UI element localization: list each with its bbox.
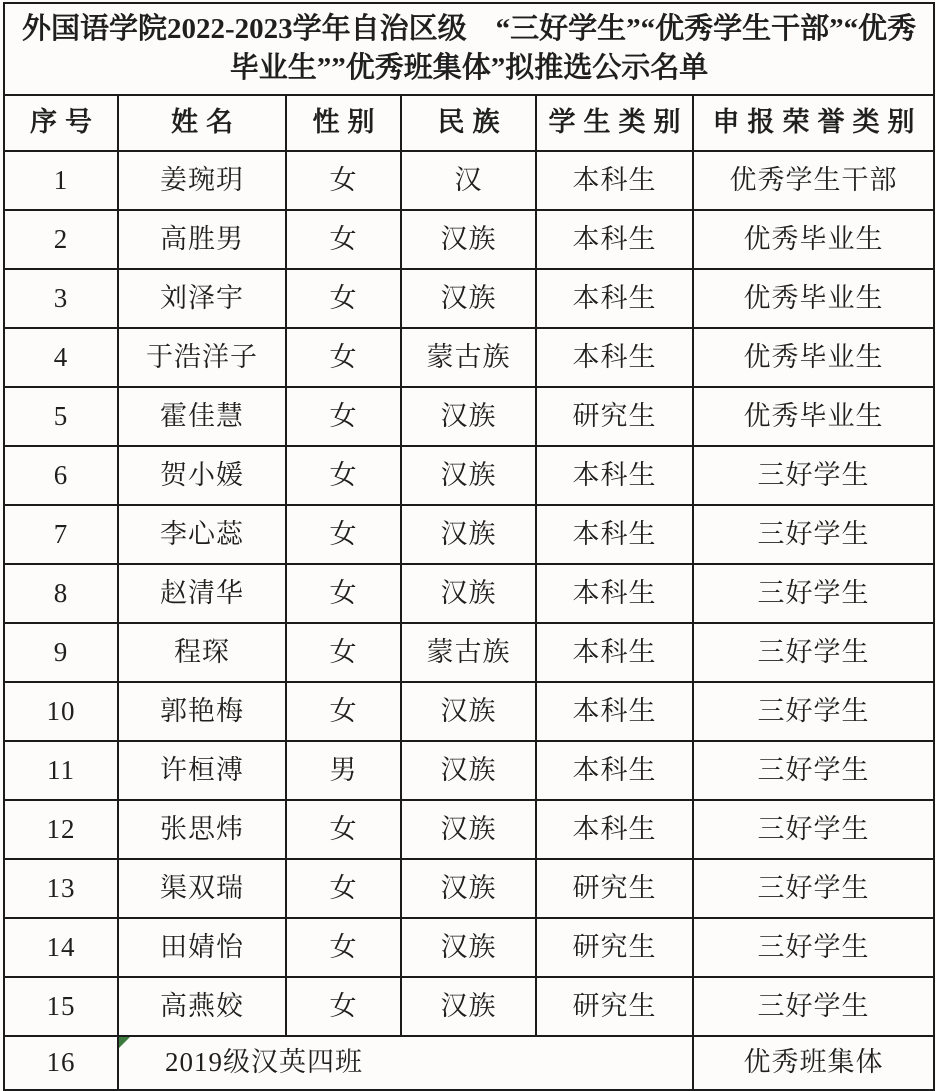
cell-student-type: 研究生: [536, 977, 693, 1036]
cell-no: 13: [4, 859, 118, 918]
table-row: [4, 623, 934, 682]
cell-no: 15: [4, 977, 118, 1036]
cell-name: 张思炜: [118, 800, 286, 859]
cell-name: 高胜男: [118, 210, 286, 269]
cell-student-type: 本科生: [536, 800, 693, 859]
table-row: [4, 859, 934, 918]
cell-no: 16: [4, 1036, 118, 1090]
table-body: [4, 151, 934, 1090]
cell-ethnicity: 蒙古族: [401, 623, 536, 682]
cell-name: 许桓溥: [118, 741, 286, 800]
cell-student-type: 本科生: [536, 623, 693, 682]
cell-ethnicity: 汉族: [401, 505, 536, 564]
cell-name: 贺小媛: [118, 446, 286, 505]
cell-no: 8: [4, 564, 118, 623]
cell-ethnicity: 汉族: [401, 918, 536, 977]
cell-honor-type: 三好学生: [693, 623, 934, 682]
cell-name: 李心蕊: [118, 505, 286, 564]
cell-ethnicity: 汉族: [401, 564, 536, 623]
cell-name: 霍佳慧: [118, 387, 286, 446]
cell-gender: 女: [286, 505, 401, 564]
header-cell-ethnicity: 民族: [401, 95, 536, 151]
cell-no: 9: [4, 623, 118, 682]
table-row: [4, 977, 934, 1036]
title-row: [4, 3, 934, 95]
cell-student-type: 本科生: [536, 564, 693, 623]
cell-name: 姜琬玥: [118, 151, 286, 210]
cell-name: 刘泽宇: [118, 269, 286, 328]
cell-gender: 女: [286, 682, 401, 741]
cell-student-type: 本科生: [536, 682, 693, 741]
table-row: [4, 446, 934, 505]
cell-no: 11: [4, 741, 118, 800]
table-row: [4, 151, 934, 210]
cell-gender: 女: [286, 387, 401, 446]
table-row: [4, 564, 934, 623]
cell-ethnicity: 汉族: [401, 269, 536, 328]
cell-no: 10: [4, 682, 118, 741]
cell-gender: 女: [286, 210, 401, 269]
cell-gender: 女: [286, 623, 401, 682]
cell-student-type: 本科生: [536, 446, 693, 505]
header-cell-name: 姓名: [118, 95, 286, 151]
cell-honor-type: 优秀毕业生: [693, 269, 934, 328]
table-row: [4, 328, 934, 387]
cell-ethnicity: 汉: [401, 151, 536, 210]
cell-no: 5: [4, 387, 118, 446]
cell-gender: 女: [286, 328, 401, 387]
cell-student-type: 研究生: [536, 387, 693, 446]
cell-student-type: 本科生: [536, 210, 693, 269]
page-title: 外国语学院2022-2023学年自治区级 “三好学生”“优秀学生干部”“优秀毕业生””优秀班集体”拟推选公示名单: [4, 3, 934, 95]
cell-honor-type: 三好学生: [693, 918, 934, 977]
cell-ethnicity: 汉族: [401, 387, 536, 446]
cell-honor-type: 优秀班集体: [693, 1036, 934, 1090]
cell-name: 田婧怡: [118, 918, 286, 977]
table-row: [4, 800, 934, 859]
cell-name: 高燕姣: [118, 977, 286, 1036]
cell-student-type: 本科生: [536, 269, 693, 328]
collective-row: [4, 1036, 934, 1090]
cell-gender: 女: [286, 977, 401, 1036]
cell-gender: 女: [286, 918, 401, 977]
class-name-text: 2019级汉英四班: [165, 1047, 363, 1078]
table-row: [4, 269, 934, 328]
cell-ethnicity: 汉族: [401, 977, 536, 1036]
cell-honor-type: 三好学生: [693, 800, 934, 859]
cell-honor-type: 优秀毕业生: [693, 210, 934, 269]
cell-ethnicity: 汉族: [401, 859, 536, 918]
cell-no: 6: [4, 446, 118, 505]
cell-ethnicity: 汉族: [401, 741, 536, 800]
header-cell-gender: 性别: [286, 95, 401, 151]
table-row: [4, 682, 934, 741]
cell-honor-type: 三好学生: [693, 505, 934, 564]
table-row: [4, 505, 934, 564]
cell-ethnicity: 蒙古族: [401, 328, 536, 387]
cell-name: 赵清华: [118, 564, 286, 623]
cell-ethnicity: 汉族: [401, 446, 536, 505]
cell-gender: 女: [286, 800, 401, 859]
header-cell-no: 序号: [4, 95, 118, 151]
cell-student-type: 本科生: [536, 505, 693, 564]
cell-honor-type: 三好学生: [693, 564, 934, 623]
cell-gender: 女: [286, 446, 401, 505]
cell-class-name: [118, 1036, 693, 1090]
cell-name: 程琛: [118, 623, 286, 682]
cell-gender: 女: [286, 151, 401, 210]
cell-honor-type: 三好学生: [693, 977, 934, 1036]
cell-corner-marker: [119, 1037, 130, 1048]
header-row: [4, 95, 934, 151]
cell-student-type: 研究生: [536, 918, 693, 977]
table-row: [4, 387, 934, 446]
cell-ethnicity: 汉族: [401, 800, 536, 859]
cell-no: 2: [4, 210, 118, 269]
cell-gender: 女: [286, 564, 401, 623]
table-row: [4, 741, 934, 800]
table-row: [4, 210, 934, 269]
header-cell-student-type: 学生类别: [536, 95, 693, 151]
table-row: [4, 918, 934, 977]
cell-honor-type: 优秀毕业生: [693, 387, 934, 446]
cell-no: 14: [4, 918, 118, 977]
cell-gender: 女: [286, 269, 401, 328]
header-cell-honor-type: 申报荣誉类别: [693, 95, 934, 151]
cell-no: 7: [4, 505, 118, 564]
cell-name: 渠双瑞: [118, 859, 286, 918]
cell-no: 3: [4, 269, 118, 328]
cell-student-type: 研究生: [536, 859, 693, 918]
cell-no: 1: [4, 151, 118, 210]
cell-student-type: 本科生: [536, 328, 693, 387]
cell-honor-type: 三好学生: [693, 859, 934, 918]
cell-ethnicity: 汉族: [401, 210, 536, 269]
cell-student-type: 本科生: [536, 151, 693, 210]
cell-no: 12: [4, 800, 118, 859]
cell-no: 4: [4, 328, 118, 387]
cell-student-type: 本科生: [536, 741, 693, 800]
cell-gender: 女: [286, 859, 401, 918]
cell-gender: 男: [286, 741, 401, 800]
cell-ethnicity: 汉族: [401, 682, 536, 741]
cell-honor-type: 三好学生: [693, 446, 934, 505]
cell-honor-type: 优秀毕业生: [693, 328, 934, 387]
cell-name: 于浩洋子: [118, 328, 286, 387]
cell-honor-type: 三好学生: [693, 741, 934, 800]
cell-honor-type: 三好学生: [693, 682, 934, 741]
document-sheet: [3, 2, 933, 1091]
cell-name: 郭艳梅: [118, 682, 286, 741]
cell-honor-type: 优秀学生干部: [693, 151, 934, 210]
honor-roster-table: [3, 2, 935, 1091]
